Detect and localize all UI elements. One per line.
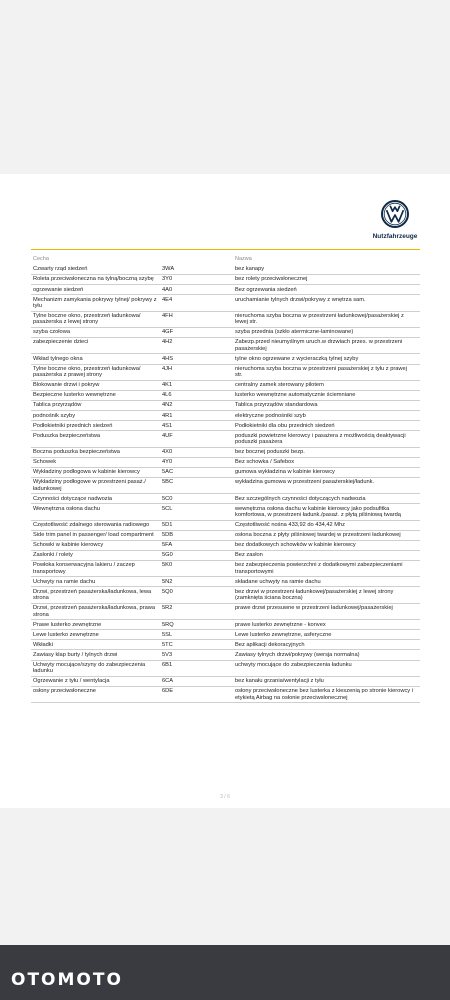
name-cell: bez zabezpieczenia powierzchni z dodatkowymi zabezpieczeniami transportowymi — [235, 562, 403, 575]
feature-cell: Wkładki — [33, 641, 53, 648]
name-cell: nieruchoma szyba boczna w przestrzeni pasażerskiej z tyłu z prawej str. — [235, 365, 407, 379]
code-cell: 5RQ — [162, 621, 174, 628]
table-row — [31, 354, 420, 364]
table-row — [31, 504, 420, 520]
feature-cell: Lewe lusterko zewnętrzne — [33, 631, 99, 638]
name-cell: Zabezp.przed nieumyślnym uruch.w drzwiach przes. w przestrzeni pasażerskiej — [235, 339, 403, 352]
name-cell: bez dodatkowych schowków w kabinie kierowcy — [235, 542, 356, 549]
name-cell: Podłokietniki dla obu przednich siedzeń — [235, 422, 335, 429]
feature-cell: Zasłonki / rolety — [33, 552, 73, 559]
code-cell: 4HS — [162, 355, 174, 362]
table-row — [31, 328, 420, 338]
code-cell: 4X0 — [162, 449, 173, 456]
table-row — [31, 312, 420, 328]
code-cell: 4S1 — [162, 422, 173, 429]
equipment-table — [31, 265, 420, 703]
name-cell: poduszki powietrzne kierowcy i pasażera z możliwością deaktywacji poduszki pasażera — [235, 432, 406, 445]
feature-cell: podnośnik szyby — [33, 412, 76, 419]
name-cell: prawe drzwi przesuwne w przestrzeni ładunkowej/pasażerskiej — [235, 605, 393, 612]
table-row — [31, 577, 420, 587]
name-cell: Lewe lusterko zewnętrzne, asferyczne — [235, 631, 332, 638]
table-row — [31, 551, 420, 561]
name-cell: wykładzina gumowa w przestrzeni pasażerskiej/ładunk. — [235, 479, 375, 486]
accent-divider — [31, 249, 420, 250]
name-cell: Bez zasłon — [235, 552, 263, 559]
table-row — [31, 604, 420, 620]
code-cell: 4FH — [162, 313, 173, 319]
table-row — [31, 687, 420, 703]
name-cell: prawe lusterko zewnętrzne - konvex — [235, 621, 326, 628]
feature-cell: Częstotliwość zdalnego sterowania radiowego — [33, 522, 150, 529]
code-cell: 5SL — [162, 631, 173, 638]
name-cell: Bez szczególnych czynności dotyczących nadwozia — [235, 495, 366, 502]
table-row — [31, 458, 420, 468]
table-row — [31, 431, 420, 447]
code-cell: 3WA — [162, 266, 175, 273]
feature-cell: Bezpieczne lusterko wewnętrzne — [33, 392, 116, 399]
feature-cell: Tablica przyrządów — [33, 402, 82, 409]
code-cell: 5CL — [162, 505, 173, 512]
table-row — [31, 275, 420, 285]
name-cell: tylne okno ogrzewane z wycieraczką tylnej szyby — [235, 355, 359, 362]
name-cell: Częstotliwość nośna 433,92 do 434,42 Mhz — [235, 522, 346, 529]
feature-cell: Poduszka bezpieczeństwa — [33, 432, 101, 439]
name-cell: bez drzwi w przestrzeni ładunkowej/pasażerskiej z lewej strony (zamknięta ściana boczna) — [235, 588, 394, 602]
table-row — [31, 381, 420, 391]
code-cell: 4JH — [162, 365, 173, 372]
column-header-nazwa: Nazwa — [235, 256, 252, 262]
code-cell: 5N2 — [162, 578, 173, 585]
name-cell: szyba przednia (szkło atermiczne-laminowane) — [235, 329, 354, 336]
table-row — [31, 630, 420, 640]
code-cell: 5Q0 — [162, 588, 173, 595]
code-cell: 4L6 — [162, 392, 172, 399]
feature-cell: Mechanizm zamykania pokrywy tylnej/ pokrywy z tyłu — [33, 296, 157, 309]
code-cell: 5V3 — [162, 651, 173, 658]
feature-cell: Wkład tylnego okna — [33, 355, 83, 362]
table-row — [31, 421, 420, 431]
name-cell: Bez ogrzewania siedzeń — [235, 286, 297, 293]
table-row — [31, 587, 420, 603]
feature-cell: Prawe lusterko zewnętrzne — [33, 621, 102, 628]
name-cell: składane uchwyty na ramie dachu — [235, 578, 321, 585]
feature-cell: Drzwi, przestrzeń pasażerska/ładunkowa, lewa strona — [33, 588, 152, 602]
table-row — [31, 478, 420, 494]
table-row — [31, 338, 420, 354]
feature-cell: Zawiasy klap burty / tylnych drzwi — [33, 651, 118, 658]
name-cell: Bez aplikacji dekoracyjnych — [235, 641, 305, 648]
footer-bar — [0, 945, 450, 1000]
table-row — [31, 468, 420, 478]
table-row — [31, 561, 420, 577]
name-cell: uchwyty mocujące do zabezpieczenia ładunku — [235, 661, 352, 668]
table-row — [31, 365, 420, 381]
code-cell: 5TC — [162, 641, 173, 648]
feature-cell: Powłoka konserwacyjna lakieru / zaczep transportowy — [33, 562, 135, 575]
table-row — [31, 295, 420, 311]
table-row — [31, 531, 420, 541]
feature-cell: Wykładziny podłogowe w przestrzeni pasaż./ładunkowej — [33, 479, 146, 492]
table-row — [31, 677, 420, 687]
code-cell: 4R1 — [162, 412, 173, 419]
code-cell: 4E4 — [162, 296, 173, 303]
feature-cell: Tylne boczne okno, przestrzeń ładunkowa/ pasażerska z lewej strony — [33, 313, 141, 326]
code-cell: 6CA — [162, 678, 174, 685]
document-page — [0, 174, 450, 808]
feature-cell: Podłokietniki przednich siedzeń — [33, 422, 113, 429]
code-cell: 5K0 — [162, 562, 173, 569]
name-cell: uruchamianie tylnych drzwi/pokrywy z wnętrza sam. — [235, 296, 366, 303]
name-cell: osłona boczna z płyty pilśniowej twardej w przestrzeni ładunkowej — [235, 532, 401, 539]
code-cell: 4H2 — [162, 339, 173, 346]
feature-cell: Wykładziny podłogowa w kabinie kierowcy — [33, 469, 140, 476]
name-cell: Tablica przyrządów standardowa — [235, 402, 318, 409]
feature-cell: Side trim panel in passenger/ load compartment — [33, 532, 154, 539]
name-cell: bez bocznej poduszki bezp. — [235, 449, 305, 456]
feature-cell: szyba czołowa — [33, 329, 70, 336]
code-cell: 4K1 — [162, 382, 173, 389]
feature-cell: Ogrzewanie z tyłu / wentylacja — [33, 678, 110, 685]
feature-cell: zabezpieczenie dzieci — [33, 339, 89, 346]
table-row — [31, 494, 420, 504]
table-row — [31, 448, 420, 458]
name-cell: bez rolety przeciwsłonecznej — [235, 276, 308, 283]
code-cell: 5DB — [162, 532, 174, 539]
page-number: 3 / 6 — [220, 794, 230, 800]
feature-cell: Tylne boczne okno, przestrzeń ładunkowa/ pasażerska z prawej strony — [33, 365, 141, 379]
feature-cell: Roleta przeciwsłoneczna na tylną/boczną szybę — [33, 276, 154, 283]
name-cell: nieruchoma szyba boczna w przestrzeni ładunkowej/pasażerskiej z lewej str. — [235, 313, 404, 326]
table-row — [31, 620, 420, 630]
feature-cell: Schowki w kabinie kierowcy — [33, 542, 104, 549]
table-row — [31, 285, 420, 295]
brand-header — [362, 200, 428, 240]
code-cell: 5BC — [162, 479, 174, 486]
code-cell: 4GF — [162, 329, 174, 336]
feature-cell: Czwarty rząd siedzeń — [33, 266, 88, 273]
name-cell: bez kanapy — [235, 266, 265, 273]
feature-cell: Wewnętrzna osłona dachu — [33, 505, 100, 512]
name-cell: centralny zamek sterowany pilotem — [235, 382, 324, 389]
vw-logo-icon — [381, 200, 409, 228]
code-cell: 4Y0 — [162, 459, 173, 466]
feature-cell: Czynności dotyczące nadwozia — [33, 495, 113, 502]
table-row — [31, 640, 420, 650]
name-cell: gumowa wykładzina w kabinie kierowcy — [235, 469, 335, 476]
code-cell: 4A0 — [162, 286, 173, 293]
table-row — [31, 650, 420, 660]
name-cell: elektryczne podnośniki szyb — [235, 412, 306, 419]
feature-cell: Uchwyty mocujące/szyny do zabezpieczenia ładunku — [33, 661, 146, 675]
code-cell: 5G0 — [162, 552, 173, 559]
code-cell: 4UF — [162, 432, 173, 439]
name-cell: bez kanału grzania/wentylacji z tyłu — [235, 678, 324, 685]
code-cell: 5R2 — [162, 605, 173, 612]
column-header-cecha: Cecha — [33, 256, 49, 262]
feature-cell: osłony przeciwsłoneczne — [33, 688, 96, 695]
code-cell: 6DE — [162, 688, 174, 695]
feature-cell: Schowek — [33, 459, 57, 466]
feature-cell: Uchwyty na ramie dachu — [33, 578, 96, 585]
code-cell: 4N2 — [162, 402, 173, 409]
table-row — [31, 391, 420, 401]
code-cell: 5D1 — [162, 522, 173, 529]
feature-cell: Blokowanie drzwi i pokryw — [33, 382, 100, 389]
table-row — [31, 521, 420, 531]
code-cell: 5C0 — [162, 495, 173, 502]
table-row — [31, 411, 420, 421]
otomoto-logo[interactable]: OTOMOTO — [11, 970, 123, 990]
name-cell: Bez schowka / Safebox — [235, 459, 295, 466]
name-cell: lusterko wewnętrzne automatycznie ściemniane — [235, 392, 356, 399]
brand-name: Nutzfahrzeuge — [372, 233, 418, 240]
name-cell: wewnętrzna osłona dachu w kabinie kierowcy jako podsufitka komfortowa, w przestrzeni ładunk./pasaż. z płytą pilśniową twardą — [235, 505, 401, 519]
code-cell: 5AC — [162, 469, 174, 476]
name-cell: Zawiasy tylnych drzwi/pokrywy (wersja normalna) — [235, 651, 360, 658]
table-row — [31, 265, 420, 275]
table-row — [31, 661, 420, 677]
table-row — [31, 401, 420, 411]
code-cell: 3Y0 — [162, 276, 173, 283]
code-cell: 5FA — [162, 542, 173, 549]
table-row — [31, 541, 420, 551]
feature-cell: Drzwi, przestrzeń pasażerska/ładunkowa, prawa strona — [33, 605, 156, 618]
feature-cell: ogrzewanie siedzeń — [33, 286, 84, 293]
name-cell: osłony przeciwsłoneczne bez lusterka z kieszenią po stronie kierowcy i etykietą Airbag na osłonie przeciwsłonecznej — [235, 688, 413, 701]
feature-cell: Boczna poduszka bezpieczeństwa — [33, 449, 120, 456]
code-cell: 6B1 — [162, 661, 173, 668]
